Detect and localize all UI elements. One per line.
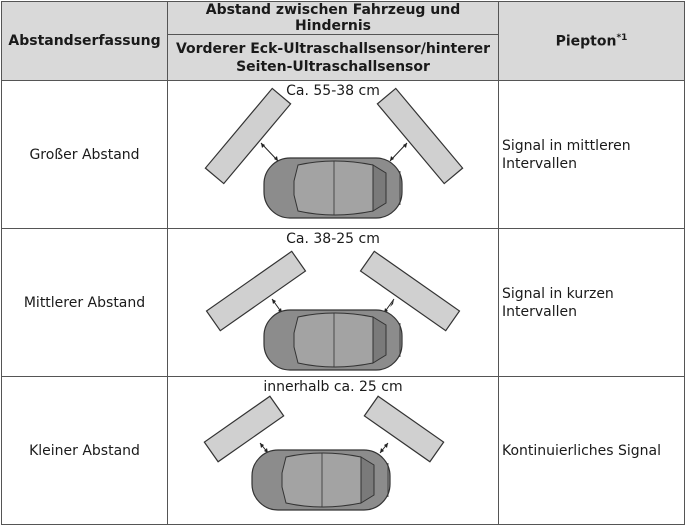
distance-diagram bbox=[168, 377, 499, 525]
header-sensor-type: Vorderer Eck-Ultraschallsensor/hinterer Seiten-Ultraschallsensor bbox=[168, 35, 499, 81]
table-row bbox=[2, 377, 685, 525]
beep-signal: Signal in kurzen Intervallen bbox=[499, 229, 685, 377]
distance-diagram bbox=[168, 81, 499, 229]
beep-signal: Signal in mittleren Intervallen bbox=[499, 81, 685, 229]
distance-arrow-right bbox=[384, 299, 394, 313]
distance-arrow-left bbox=[272, 299, 282, 313]
distance-caption: innerhalb ca. 25 cm bbox=[263, 379, 403, 395]
distance-arrow-left bbox=[261, 143, 278, 161]
car-icon bbox=[252, 450, 390, 510]
row-label: Kleiner Abstand bbox=[2, 377, 168, 525]
distance-arrow-right bbox=[390, 143, 407, 161]
distance-diagram bbox=[168, 229, 499, 377]
distance-arrow-right bbox=[380, 443, 388, 453]
car-icon bbox=[264, 310, 402, 370]
beep-signal: Kontinuierliches Signal bbox=[499, 377, 685, 525]
car-obstacle-illustration bbox=[168, 81, 499, 229]
table-row bbox=[2, 229, 685, 377]
footnote-marker: *1 bbox=[616, 32, 628, 43]
distance-caption: Ca. 55-38 cm bbox=[286, 83, 380, 99]
distance-caption: Ca. 38-25 cm bbox=[286, 231, 380, 247]
header-distance-group: Abstand zwischen Fahrzeug und Hindernis bbox=[168, 2, 499, 35]
car-obstacle-illustration bbox=[168, 229, 499, 377]
table-row bbox=[2, 81, 685, 229]
row-label: Mittlerer Abstand bbox=[2, 229, 168, 377]
row-label: Großer Abstand bbox=[2, 81, 168, 229]
obstacle-right bbox=[364, 396, 443, 462]
distance-arrow-left bbox=[260, 443, 268, 453]
header-beep-label: Piepton bbox=[555, 33, 617, 50]
car-obstacle-illustration bbox=[168, 377, 499, 525]
header-beep bbox=[499, 2, 685, 81]
car-icon bbox=[264, 158, 402, 218]
parking-sensor-table bbox=[1, 1, 685, 525]
header-distance-detection: Abstandserfassung bbox=[2, 2, 168, 81]
